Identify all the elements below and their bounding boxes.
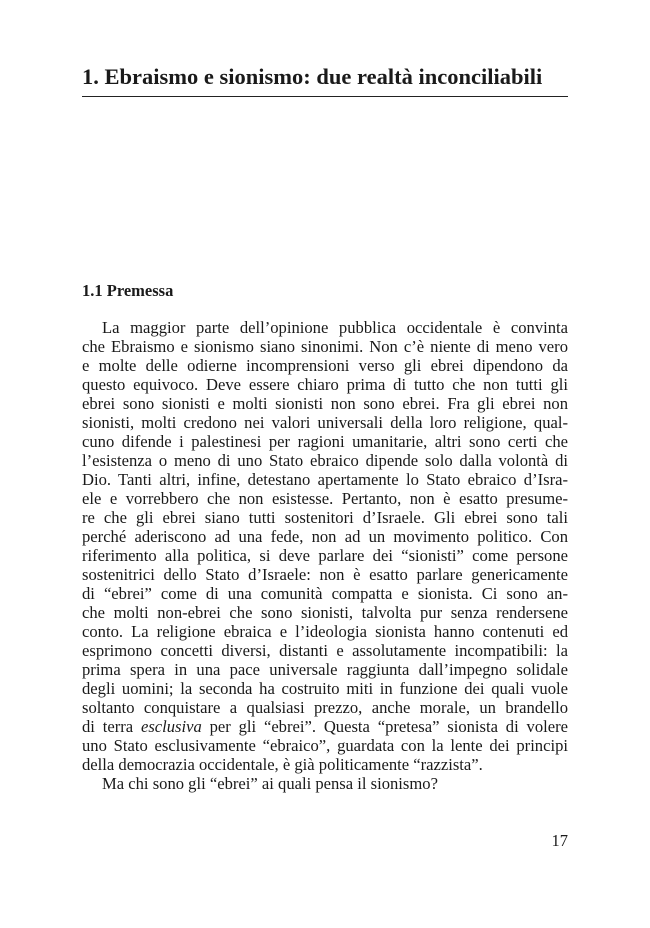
text-line: sostenitrici dello Stato d’Israele: non è esatto parlare genericamente [82,565,568,584]
text-line: e molte delle odierne incomprensioni verso gli ebrei dipendono da [82,356,568,375]
text-line: degli uomini; la seconda ha costruito miti in funzione dei quali vuole [82,679,568,698]
text-line: che Ebraismo e sionismo siano sinonimi. Non c’è niente di meno vero [82,337,568,356]
text-line: sionisti, molti credono nei valori universali della loro religione, qual- [82,413,568,432]
text-line: esprimono concetti diversi, distanti e assolutamente incompatibili: la [82,641,568,660]
text-segment: per gli “ebrei”. Questa “pretesa” sionista di volere [201,717,568,736]
text-line: cuno difende i palestinesi per ragioni umanitarie, altri sono certi che [82,432,568,451]
text-line: Ma chi sono gli “ebrei” ai quali pensa il sionismo? [102,774,438,793]
text-line: prima spera in una pace universale raggiunta dall’impegno solidale [82,660,568,679]
italic-word: esclusiva [140,717,202,736]
page-number: 17 [551,831,568,850]
text-line [82,717,568,736]
text-line: di “ebrei” come di una comunità compatta e sionista. Ci sono an- [82,584,568,603]
text-line: uno Stato esclusivamente “ebraico”, guardata con la lente dei principi [82,736,568,755]
text-line: questo equivoco. Deve essere chiaro prima di tutto che non tutti gli [82,375,568,394]
chapter-title: 1. Ebraismo e sionismo: due realtà inconciliabili [82,64,543,89]
text-line: che molti non-ebrei che sono sionisti, talvolta pur senza rendersene [82,603,568,622]
body-text [82,318,568,793]
title-rule [82,96,568,97]
text-line: Dio. Tanti altri, infine, detestano apertamente lo Stato ebraico d’Isra- [82,470,568,489]
text-line: conto. La religione ebraica e l’ideologia sionista hanno contenuti ed [82,622,568,641]
text-segment: di terra [82,717,141,736]
text-line: perché aderiscono ad una fede, non ad un movimento politico. Con [82,527,568,546]
text-line: ebrei sono sionisti e molti sionisti non sono ebrei. Fra gli ebrei non [82,394,568,413]
text-line: La maggior parte dell’opinione pubblica occidentale è convinta [102,318,568,337]
text-line: l’esistenza o meno di uno Stato ebraico dipende solo dalla volontà di [82,451,568,470]
text-line: re che gli ebrei siano tutti sostenitori d’Israele. Gli ebrei sono tali [82,508,568,527]
text-line: riferimento alla politica, si deve parlare dei “sionisti” come persone [82,546,568,565]
section-title: 1.1 Premessa [82,281,174,300]
text-line: soltanto conquistare a qualsiasi prezzo, anche morale, un brandello [82,698,568,717]
text-line: ele e vorrebbero che non esistesse. Pertanto, non è esatto presume- [82,489,568,508]
text-line: della democrazia occidentale, è già politicamente “razzista”. [82,755,483,774]
